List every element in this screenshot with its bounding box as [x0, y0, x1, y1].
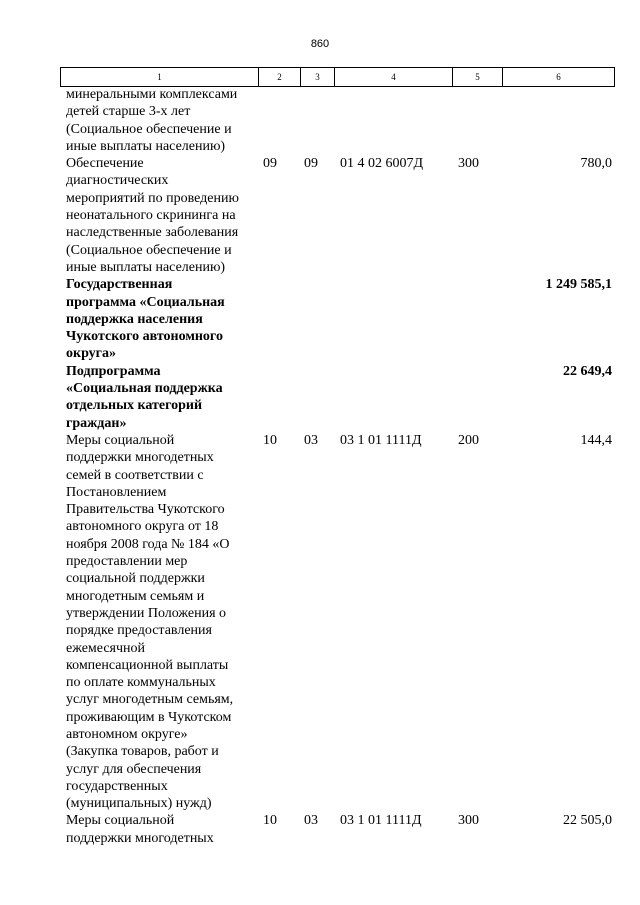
description-line: программа «Социальная [66, 294, 225, 310]
budget-table-body [60, 86, 614, 847]
description-line: автономном округе» [66, 726, 188, 742]
description-line: Меры социальной [66, 432, 175, 448]
description-line: (Социальное обеспечение и [66, 121, 232, 137]
description-line: Обеспечение [66, 156, 144, 172]
row-section-code: 10 [263, 813, 277, 829]
row-target-article [334, 363, 452, 432]
description-line: компенсационной выплаты [66, 657, 229, 673]
description-line: «Социальная поддержка [66, 381, 223, 397]
description-line: социальной поддержки [66, 571, 205, 587]
description-line: автономного округа от 18 [66, 519, 219, 535]
row-description [60, 363, 258, 432]
row-amount: 1 249 585,1 [545, 277, 612, 293]
description-line: поддержки многодетных [66, 450, 214, 466]
row-description [60, 155, 258, 276]
description-line: граждан» [66, 415, 127, 431]
description-line: поддержка населения [66, 311, 203, 327]
row-subsection-code [300, 86, 334, 155]
description-line: мероприятий по проведению [66, 190, 239, 206]
description-line: предоставлении мер [66, 554, 188, 570]
description-line: семей в соответствии с [66, 467, 204, 483]
column-header-table [60, 67, 615, 87]
description-line: ежемесячной [66, 640, 146, 656]
column-header-1: 1 [61, 68, 259, 87]
table-row [60, 155, 614, 276]
description-line: Чукотского автономного [66, 329, 223, 345]
description-line: проживающим в Чукотском [66, 709, 232, 725]
description-line: иные выплаты населению) [66, 259, 226, 275]
description-line: отдельных категорий [66, 398, 203, 414]
description-line: порядке предоставления [66, 623, 212, 639]
row-expense-type: 200 [458, 432, 479, 448]
row-section-code [258, 86, 300, 155]
row-target-article [334, 276, 452, 362]
row-target-article: 01 4 02 6007Д [340, 156, 424, 172]
column-header-4: 4 [335, 68, 453, 87]
row-expense-type [452, 276, 502, 362]
row-amount [502, 86, 614, 155]
description-line: наследственные заболевания [66, 225, 239, 241]
row-amount: 780,0 [580, 156, 612, 172]
table-row [60, 432, 614, 813]
table-row [60, 812, 614, 847]
row-subsection-code: 09 [304, 156, 318, 172]
table-row [60, 276, 614, 362]
description-line: Меры социальной [66, 813, 175, 829]
row-target-article [334, 86, 452, 155]
column-header-2: 2 [259, 68, 301, 87]
description-line: Постановлением [66, 484, 167, 500]
description-line: иные выплаты населению) [66, 138, 226, 154]
description-line: Подпрограмма [66, 363, 161, 379]
row-description [60, 432, 258, 813]
description-line: поддержки многодетных [66, 830, 214, 846]
description-line: (Закупка товаров, работ и [66, 744, 219, 760]
row-target-article: 03 1 01 1111Д [340, 813, 422, 829]
description-line: округа» [66, 346, 117, 362]
description-line: неонатального скрининга на [66, 208, 236, 224]
description-line: ноября 2008 года № 184 «О [66, 536, 230, 552]
row-amount: 144,4 [580, 432, 612, 448]
row-target-article: 03 1 01 1111Д [340, 432, 422, 448]
column-header-3: 3 [301, 68, 335, 87]
row-description [60, 86, 258, 155]
row-section-code: 09 [263, 156, 277, 172]
description-line: Правительства Чукотского [66, 502, 225, 518]
description-line: Государственная [66, 277, 173, 293]
description-line: многодетным семьям и [66, 588, 205, 604]
row-subsection-code: 03 [304, 813, 318, 829]
row-expense-type: 300 [458, 156, 479, 172]
description-line: утверждении Положения о [66, 605, 227, 621]
description-line: услуг многодетным семьям, [66, 692, 234, 708]
column-header-row [61, 68, 615, 87]
row-description [60, 276, 258, 362]
description-line: диагностических [66, 173, 169, 189]
table-row [60, 363, 614, 432]
description-line: (Социальное обеспечение и [66, 242, 232, 258]
row-subsection-code [300, 276, 334, 362]
page-number: 860 [310, 38, 330, 50]
table-row [60, 86, 614, 155]
description-line: детей старше 3-х лет [66, 104, 191, 120]
description-line: услуг для обеспечения [66, 761, 202, 777]
row-amount: 22 505,0 [563, 813, 612, 829]
row-description [60, 812, 258, 847]
row-section-code [258, 276, 300, 362]
row-expense-type [452, 86, 502, 155]
row-amount: 22 649,4 [563, 363, 612, 379]
column-header-5: 5 [453, 68, 503, 87]
description-line: минеральными комплексами [66, 87, 238, 102]
description-line: по оплате коммунальных [66, 675, 216, 691]
column-header-6: 6 [503, 68, 615, 87]
row-section-code [258, 363, 300, 432]
row-expense-type [452, 363, 502, 432]
description-line: государственных [66, 778, 168, 794]
row-subsection-code [300, 363, 334, 432]
row-subsection-code: 03 [304, 432, 318, 448]
description-line: (муниципальных) нужд) [66, 796, 212, 812]
row-section-code: 10 [263, 432, 277, 448]
row-expense-type: 300 [458, 813, 479, 829]
